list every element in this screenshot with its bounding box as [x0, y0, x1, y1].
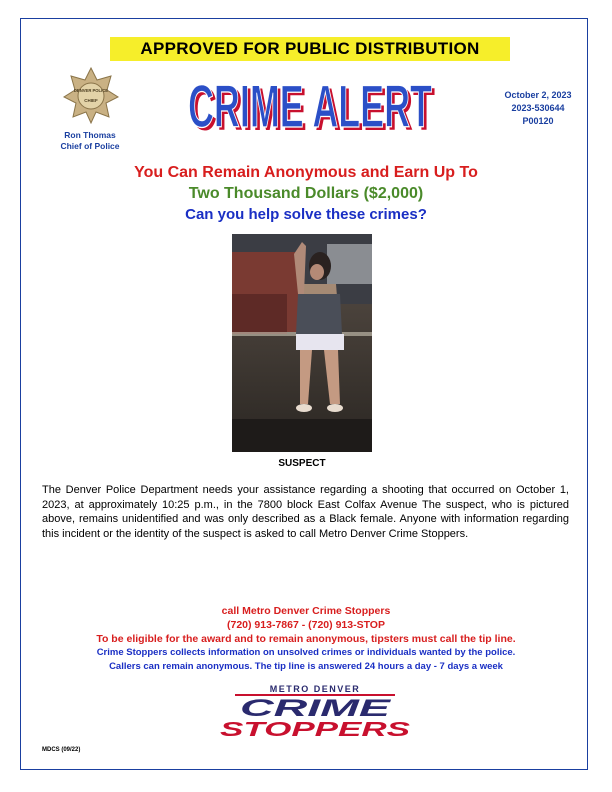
contact-call-line: call Metro Denver Crime Stoppers [221, 605, 391, 617]
chief-name: Ron Thomas [64, 130, 116, 140]
crime-alert-logo-text: CRIME ALERT [188, 74, 432, 136]
bulletin-id: P00120 [522, 116, 554, 126]
headline-question: Can you help solve these crimes? [185, 206, 427, 223]
contact-phone-numbers: (720) 913-7867 - (720) 913-STOP [227, 619, 385, 631]
incident-description: The Denver Police Department needs your assistance regarding a shooting that occurred on October 1, 2023, at approximately 10:25 p.m., in the 7800 block East Colfax Avenue The suspect, who is pictured above, remains unidentified and was only described as a Black female. Anyone with information regarding this incident or the identity of the suspect is asked to call Metro Denver Crime Stoppers. [42, 484, 569, 540]
cs-logo-top: METRO DENVER [269, 684, 361, 694]
chief-title: Chief of Police [60, 141, 120, 151]
headline-reward: Two Thousand Dollars ($2,000) [188, 185, 424, 202]
contact-hours-note: Callers can remain anonymous. The tip line is answered 24 hours a day - 7 days a week [109, 661, 503, 672]
crime-stoppers-logo [215, 681, 415, 739]
alert-date: October 2, 2023 [504, 90, 572, 100]
contact-info-note: Crime Stoppers collects information on unsolved crimes or individuals wanted by the police. [96, 647, 516, 658]
headline-anonymous: You Can Remain Anonymous and Earn Up To [134, 164, 478, 181]
case-number: 2023-530644 [511, 103, 565, 113]
contact-eligibility-note: To be eligible for the award and to remain anonymous, tipsters must call the tip line. [96, 633, 516, 645]
police-badge-icon [62, 66, 120, 124]
distribution-banner: APPROVED FOR PUBLIC DISTRIBUTION [110, 37, 510, 61]
photo-caption: SUSPECT [278, 458, 326, 469]
cs-logo-bottom: STOPPERS [220, 719, 412, 739]
suspect-photo [232, 234, 372, 452]
badge-top-text: DENVER POLICE [73, 88, 109, 93]
crime-alert-logo-shadow: CRIME ALERT [191, 76, 435, 136]
cs-logo-middle: CRIME [240, 695, 392, 722]
crime-alert-logo [186, 74, 436, 136]
badge-bottom-text: CHIEF [84, 98, 98, 103]
form-code: MDCS (09/22) [42, 747, 81, 753]
